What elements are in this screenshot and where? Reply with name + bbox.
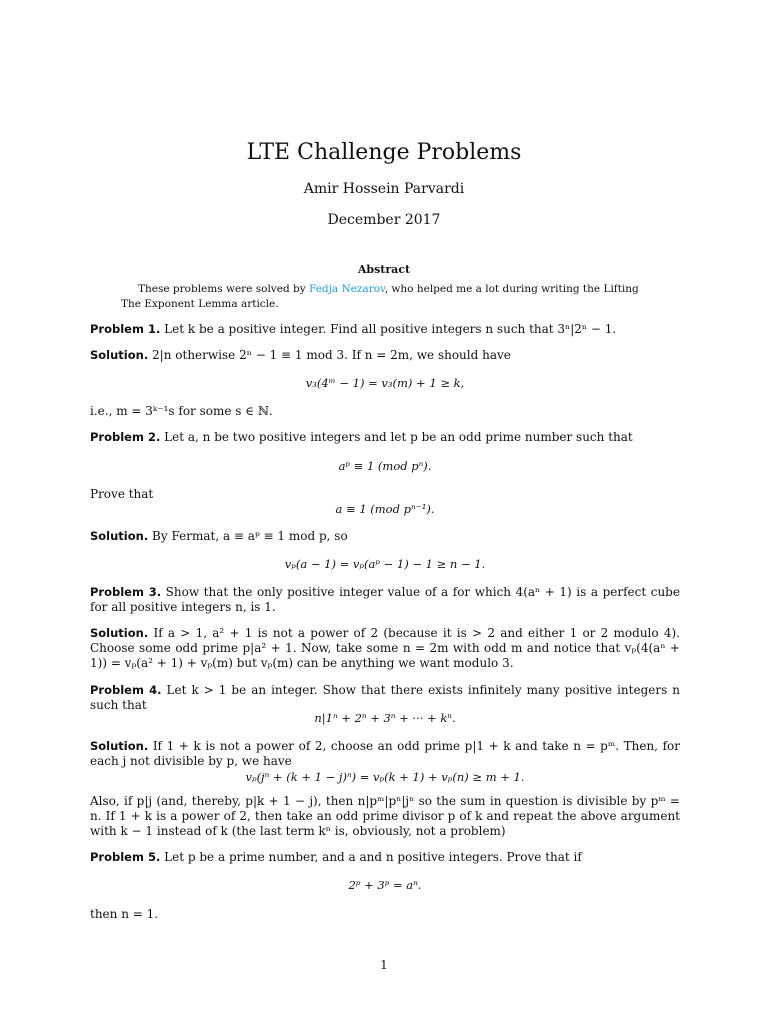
problem-3-statement: Show that the only positive integer value of a for which 4(aⁿ + 1) is a perfect cube for all positive integers n, is 1.: [90, 585, 680, 614]
solution-4: [90, 739, 680, 769]
problem-5: [90, 850, 680, 865]
problem-5-label: Problem 5.: [90, 850, 161, 864]
problem-1-statement: Let k be a positive integer. Find all positive integers n such that 3ⁿ|2ⁿ − 1.: [164, 322, 617, 336]
equation-4b: vₚ(jⁿ + (k + 1 − j)ⁿ) = vₚ(k + 1) + vₚ(n) ≥ m + 1.: [245, 770, 525, 784]
equation-4a: n|1ⁿ + 2ⁿ + 3ⁿ + ··· + kⁿ.: [314, 711, 456, 725]
equation-2b: a ≡ 1 (mod pⁿ⁻¹).: [335, 502, 435, 516]
problem-5-after: then n = 1.: [90, 907, 159, 921]
solution-2-text: By Fermat, a ≡ aᵖ ≡ 1 mod p, so: [152, 529, 348, 543]
abstract-heading: Abstract: [357, 263, 411, 276]
abstract-text-before: These problems were solved by: [138, 283, 309, 295]
abstract-text-after: , who helped me a lot during writing the Lifting The Exponent Lemma article.: [121, 283, 639, 310]
solution-3-label: Solution.: [90, 626, 149, 640]
problem-4-label: Problem 4.: [90, 683, 162, 697]
page-number: 1: [380, 958, 388, 972]
solution-2: [90, 529, 680, 544]
fedja-nezarov-link[interactable]: Fedja Nezarov: [309, 283, 385, 295]
paper-date: December 2017: [327, 212, 441, 228]
problem-4-statement: Let k > 1 be an integer. Show that there exists infinitely many positive integers n such that: [90, 683, 680, 712]
solution-3: [90, 626, 680, 671]
problem-1-label: Problem 1.: [90, 322, 161, 336]
solution-1: [90, 348, 680, 363]
paper-title: LTE Challenge Problems: [246, 140, 522, 165]
problem-2: [90, 430, 680, 445]
solution-2-label: Solution.: [90, 529, 149, 543]
problem-2-statement: Let a, n be two positive integers and let p be an odd prime number such that: [164, 430, 633, 444]
solution-1-text: 2|n otherwise 2ⁿ − 1 ≡ 1 mod 3. If n = 2m, we should have: [152, 348, 511, 362]
solution-1-label: Solution.: [90, 348, 149, 362]
equation-1: v₃(4ᵐ − 1) = v₃(m) + 1 ≥ k,: [305, 376, 465, 390]
problem-3-label: Problem 3.: [90, 585, 162, 599]
problem-2-prove: Prove that: [90, 487, 154, 501]
author-name: Amir Hossein Parvardi: [303, 181, 465, 197]
abstract-text: [121, 282, 647, 312]
solution-4-text: If 1 + k is not a power of 2, choose an odd prime p|1 + k and take n = pᵐ. Then, for each j not divisible by p, we have: [90, 739, 680, 768]
problem-2-label: Problem 2.: [90, 430, 161, 444]
problem-5-statement: Let p be a prime number, and a and n positive integers. Prove that if: [164, 850, 582, 864]
solution-4-label: Solution.: [90, 739, 149, 753]
problem-3: [90, 585, 680, 615]
equation-2c: vₚ(a − 1) = vₚ(aᵖ − 1) − 1 ≥ n − 1.: [284, 557, 486, 571]
equation-5: 2ᵖ + 3ᵖ = aⁿ.: [348, 878, 422, 892]
solution-3-text: If a > 1, a² + 1 is not a power of 2 (because it is > 2 and either 1 or 2 modulo 4). Choose some odd prime p|a² + 1. Now, take some n = 2m with odd m and notice that vₚ(4(aⁿ + 1)) = vₚ(a² + 1) + vₚ(m) but vₚ(m) can be anything we want modulo 3.: [90, 626, 680, 670]
problem-1: [90, 322, 680, 337]
equation-2a: aᵖ ≡ 1 (mod pⁿ).: [338, 459, 432, 473]
solution-4-after: Also, if p|j (and, thereby, p|k + 1 − j), then n|pᵐ|pⁿ|jⁿ so the sum in question is divisible by pᵐ = n. If 1 + k is a power of 2, then take an odd prime divisor p of k and repeat the above argument with k − 1 instead of k (the last term kⁿ is, obviously, not a problem): [90, 794, 680, 838]
solution-1-after: i.e., m = 3ᵏ⁻¹s for some s ∈ ℕ.: [90, 404, 273, 418]
problem-4: [90, 683, 680, 713]
